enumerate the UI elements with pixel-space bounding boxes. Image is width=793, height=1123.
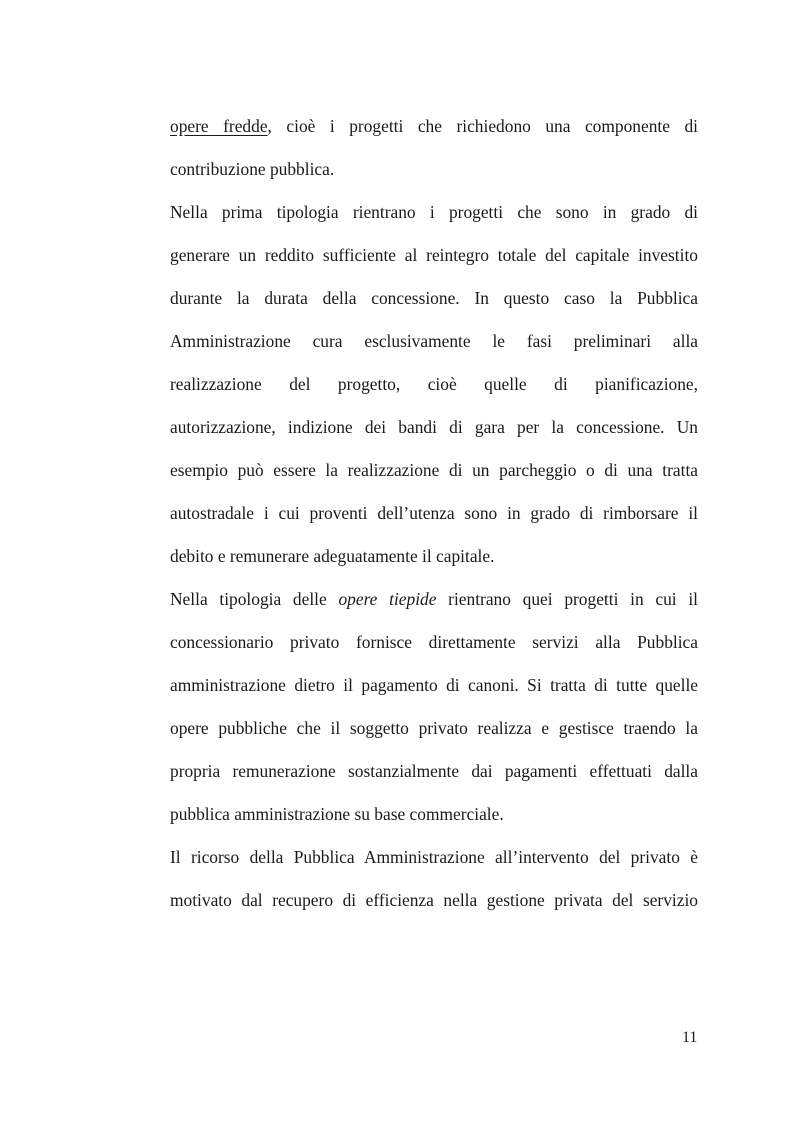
text-run: contribuzione pubblica. (170, 159, 335, 179)
text-run: concessionario privato fornisce direttamente servizi alla Pubblica (170, 632, 698, 652)
text-run: debito e remunerare adeguatamente il capitale. (170, 546, 495, 566)
text-line (170, 879, 698, 922)
text-line (170, 793, 698, 836)
text-run: durante la durata della concessione. In questo caso la Pubblica (170, 288, 698, 308)
text-line (170, 535, 698, 578)
text-line (170, 621, 698, 664)
text-line (170, 406, 698, 449)
text-run: autorizzazione, indizione dei bandi di gara per la concessione. Un (170, 417, 698, 437)
text-line (170, 320, 698, 363)
text-line (170, 449, 698, 492)
text-run: Il ricorso della Pubblica Amministrazione all’intervento del privato è (170, 847, 698, 867)
italic-term: opere tiepide (338, 589, 437, 609)
text-run: autostradale i cui proventi dell’utenza sono in grado di rimborsare il (170, 503, 698, 523)
text-line (170, 105, 698, 148)
text-line (170, 664, 698, 707)
text-run: , cioè i progetti che richiedono una componente di (267, 116, 698, 136)
text-run: pubblica amministrazione su base commerciale. (170, 804, 504, 824)
text-run: propria remunerazione sostanzialmente dai pagamenti effettuati dalla (170, 761, 698, 781)
body-text (170, 105, 698, 922)
text-line (170, 578, 698, 621)
text-line (170, 234, 698, 277)
text-line (170, 750, 698, 793)
text-run: rientrano quei progetti in cui il (436, 589, 699, 609)
text-run: realizzazione del progetto, cioè quelle di pianificazione, (170, 374, 698, 394)
text-run: amministrazione dietro il pagamento di canoni. Si tratta di tutte quelle (170, 675, 698, 695)
text-line (170, 191, 698, 234)
text-run: generare un reddito sufficiente al reintegro totale del capitale investito (170, 245, 698, 265)
text-line (170, 148, 698, 191)
text-run: esempio può essere la realizzazione di un parcheggio o di una tratta (170, 460, 698, 480)
text-run: opere pubbliche che il soggetto privato realizza e gestisce traendo la (170, 718, 698, 738)
text-run: Amministrazione cura esclusivamente le fasi preliminari alla (170, 331, 698, 351)
text-run: motivato dal recupero di efficienza nella gestione privata del servizio (170, 890, 698, 910)
text-line (170, 707, 698, 750)
text-run: Nella tipologia delle (170, 589, 339, 609)
underlined-term: opere fredde (170, 116, 268, 136)
page-number: 11 (682, 1029, 698, 1046)
text-line (170, 363, 698, 406)
text-line (170, 277, 698, 320)
text-line (170, 836, 698, 879)
text-run: Nella prima tipologia rientrano i progetti che sono in grado di (170, 202, 698, 222)
text-line (170, 492, 698, 535)
